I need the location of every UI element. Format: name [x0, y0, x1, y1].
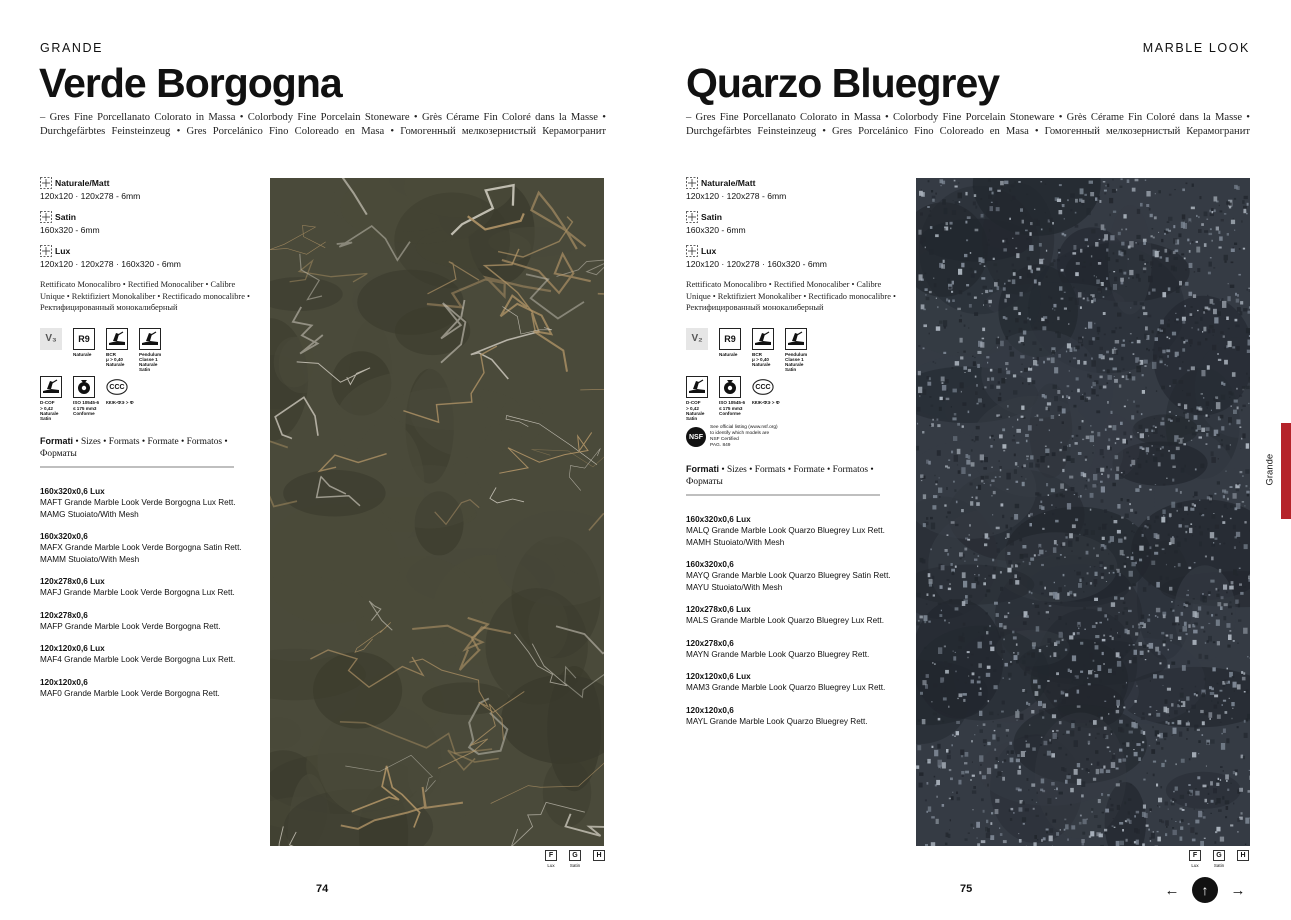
certification-icon: V₂: [686, 328, 708, 350]
finish-option: [40, 211, 255, 235]
certification-caption: ККЖ-ФЭ > Ф: [752, 400, 780, 406]
formats-heading: [40, 435, 255, 460]
product-subtitle: – Gres Fine Porcellanato Colorato in Massa • Colorbody Fine Porcelain Stoneware • Grès Cérame Fin Coloré dans la Masse • Durchgefärbtes Feinsteinzeug • Gres Porcelánico Fino Coloreado en Masa • Гомогенный мелкозернистый Керамогранит: [40, 112, 606, 137]
format-size: 120x120x0,6: [686, 705, 734, 715]
format-size: 120x278x0,6: [686, 638, 734, 648]
format-code: MAYU Stuoiato/With Mesh: [686, 582, 783, 592]
finish-badge-letter: G: [569, 850, 581, 861]
divider: [40, 466, 234, 468]
format-size: 120x278x0,6 Lux: [40, 576, 105, 586]
certification-row: [40, 376, 255, 421]
format-code: MAFT Grande Marble Look Verde Borgogna Lux Rett.: [40, 498, 236, 508]
page-number: 74: [316, 883, 329, 895]
certification-icon: [106, 328, 128, 350]
format-code: MAYN Grande Marble Look Quarzo Bluegrey Rett.: [686, 649, 870, 659]
format-item: [40, 677, 255, 700]
nsf-note: See official listing (www.nsf.org) to identify which models are NSF Certified PAG. 849: [710, 425, 778, 449]
arrow-left-icon[interactable]: ←: [1164, 881, 1180, 899]
certification-icon: [139, 328, 161, 350]
format-size: 120x120x0,6: [40, 677, 88, 687]
finish-icon: [40, 245, 52, 257]
finish-badge-letter: H: [593, 850, 605, 861]
slip-rating-certification: [719, 328, 743, 373]
left-page: [0, 0, 645, 920]
finish-badge: [593, 850, 605, 868]
format-item: [40, 486, 255, 520]
product-title: Quarzo Bluegrey: [686, 60, 1000, 106]
finish-badge: [1213, 850, 1225, 868]
nsf-certification: [686, 425, 901, 449]
finish-badge: [1237, 850, 1249, 868]
certification-icon: R9: [73, 328, 95, 350]
format-item: [686, 514, 901, 548]
format-item: [40, 610, 255, 633]
finish-badge-letter: G: [1213, 850, 1225, 861]
certification-caption: D-COF > 0,42 Naturale Satin: [40, 400, 59, 421]
format-code: MAM3 Grande Marble Look Quarzo Bluegrey Lux Rett.: [686, 683, 886, 693]
format-item: [40, 576, 255, 599]
format-code: MAFX Grande Marble Look Verde Borgogna Satin Rett.: [40, 543, 242, 553]
finish-badge-label: Lux: [547, 863, 555, 868]
slip-resistance-certification: [686, 376, 710, 421]
divider: [686, 494, 880, 496]
finish-sizes: 120x120 · 120x278 · 160x320 - 6mm: [686, 259, 827, 269]
finish-badge-letter: H: [1237, 850, 1249, 861]
format-size: 160x320x0,6 Lux: [686, 515, 751, 525]
format-code: MAFP Grande Marble Look Verde Borgogna Rett.: [40, 621, 221, 631]
format-size: 160x320x0,6 Lux: [40, 487, 105, 497]
ccc-certification: [106, 376, 134, 421]
format-size: 120x278x0,6: [40, 610, 88, 620]
product-title: Verde Borgogna: [39, 60, 342, 106]
certification-caption: ISO 10545-6 ≤ 175 mm3 Conforme: [719, 400, 746, 416]
finish-name: Satin: [55, 212, 77, 222]
finish-badge: [1189, 850, 1201, 868]
finish-icon: [686, 177, 698, 189]
finish-name: Satin: [701, 212, 723, 222]
finish-option: [40, 177, 255, 201]
finish-name: Lux: [55, 246, 71, 256]
certification-caption: BCR μ > 0,40 Naturale: [752, 351, 771, 367]
format-code: MAYL Grande Marble Look Quarzo Bluegrey Rett.: [686, 716, 868, 726]
format-item: [686, 559, 901, 593]
certification-icon: [752, 376, 774, 398]
slip-resistance-certification: [752, 328, 776, 373]
certification-icon: [752, 328, 774, 350]
certification-icon: [719, 376, 741, 398]
finish-icon: [40, 177, 52, 189]
abrasion-certification: [719, 376, 746, 421]
slip-rating-certification: [73, 328, 97, 373]
section-label: MARBLE LOOK: [1142, 41, 1250, 55]
finish-badge-letter: F: [1189, 850, 1201, 861]
finish-header: [40, 177, 255, 189]
ccc-mark: CCC: [755, 383, 771, 391]
format-size: 120x120x0,6 Lux: [40, 644, 105, 654]
certification-caption: ISO 10545-6 ≤ 175 mm3 Conforme: [73, 400, 100, 416]
finish-icon: [686, 245, 698, 257]
formats-title: Formati: [40, 436, 74, 447]
certification-icon: [785, 328, 807, 350]
formats-translations: • Sizes • Formats • Formate • Formatos • Форматы: [40, 437, 228, 460]
certification-row: [686, 328, 901, 373]
certification-icon: R9: [719, 328, 741, 350]
finish-badges: [1189, 850, 1249, 868]
slip-resistance-certification: [139, 328, 163, 373]
format-item: [40, 531, 255, 565]
formats-heading: [686, 463, 901, 488]
certification-icon: [686, 376, 708, 398]
product-slab-image: [270, 178, 604, 846]
certification-caption: Naturale: [73, 351, 92, 357]
finish-option: [686, 245, 901, 269]
certification-icon: [106, 376, 128, 398]
arrow-right-icon[interactable]: →: [1230, 881, 1246, 899]
finish-sizes: 120x120 · 120x278 - 6mm: [686, 191, 787, 201]
slip-resistance-certification: [40, 376, 64, 421]
certification-caption: Pendulum Classe 1 Naturale Satin: [139, 351, 162, 373]
right-page: [645, 0, 1291, 920]
finish-sizes: 160x320 - 6mm: [40, 225, 100, 235]
spec-column: [40, 177, 255, 710]
finish-badge: [569, 850, 581, 868]
format-code: MAYQ Grande Marble Look Quarzo Bluegrey Satin Rett.: [686, 571, 891, 581]
format-size: 160x320x0,6: [40, 532, 88, 542]
shade-variation-certification: [40, 328, 64, 373]
finish-badge-label: Lux: [1191, 863, 1199, 868]
finish-option: [686, 211, 901, 235]
format-item: [686, 671, 901, 694]
format-code: MAMG Stuoiato/With Mesh: [40, 509, 139, 519]
section-side-tab[interactable]: [1281, 423, 1291, 519]
certification-row: [686, 376, 901, 421]
slip-resistance-certification: [106, 328, 130, 373]
certification-caption: Naturale: [719, 351, 738, 357]
format-size: 120x278x0,6 Lux: [686, 604, 751, 614]
certification-caption: ККЖ-ФЭ > Ф: [106, 400, 134, 406]
certification-icon: V₃: [40, 328, 62, 350]
format-size: 160x320x0,6: [686, 560, 734, 570]
finish-badges: [545, 850, 605, 868]
product-slab-image: [916, 178, 1250, 846]
ccc-certification: [752, 376, 780, 421]
certification-caption: Pendulum Classe 1 Naturale Satin: [785, 351, 808, 373]
finish-header: [686, 211, 901, 223]
format-code: MALS Grande Marble Look Quarzo Bluegrey Lux Rett.: [686, 616, 884, 626]
rectified-note: Rettificato Monocalibro • Rectified Monocaliber • Calibre Unique • Rektifiziert Monokaliber • Rectificado monocalibre • Ректифицированный монокалиберный: [40, 280, 250, 312]
finish-icon: [40, 211, 52, 223]
format-item: [686, 705, 901, 728]
finish-header: [40, 245, 255, 257]
certification-caption: D-COF > 0,42 Naturale Satin: [686, 400, 705, 421]
format-code: MALQ Grande Marble Look Quarzo Bluegrey Lux Rett.: [686, 526, 885, 536]
finish-header: [686, 177, 901, 189]
format-code: MAFJ Grande Marble Look Verde Borgogna Lux Rett.: [40, 588, 235, 598]
finish-name: Naturale/Matt: [701, 178, 756, 188]
ccc-mark: CCC: [109, 383, 125, 391]
page-navigation: [1161, 877, 1249, 903]
abrasion-certification: [73, 376, 100, 421]
finish-header: [40, 211, 255, 223]
format-code: MAMM Stuoiato/With Mesh: [40, 554, 140, 564]
page-number: 75: [960, 883, 973, 895]
certification-row: [40, 328, 255, 373]
format-item: [40, 643, 255, 666]
spec-column: [686, 177, 901, 738]
format-code: MAMH Stuoiato/With Mesh: [686, 537, 785, 547]
finish-name: Naturale/Matt: [55, 178, 110, 188]
finish-option: [686, 177, 901, 201]
arrow-up-icon[interactable]: ↑: [1192, 877, 1218, 903]
format-size: 120x120x0,6 Lux: [686, 672, 751, 682]
rectified-note: Rettificato Monocalibro • Rectified Monocaliber • Calibre Unique • Rektifiziert Monokaliber • Rectificado monocalibre • Ректифицированный монокалиберный: [686, 280, 896, 312]
format-code: MAF4 Grande Marble Look Verde Borgogna Lux Rett.: [40, 655, 236, 665]
nsf-logo: NSF: [686, 427, 706, 447]
finish-name: Lux: [701, 246, 717, 256]
finish-badge-letter: F: [545, 850, 557, 861]
format-item: [686, 604, 901, 627]
finish-icon: [686, 211, 698, 223]
section-label: GRANDE: [40, 41, 104, 55]
shade-variation-certification: [686, 328, 710, 373]
certification-icon: [73, 376, 95, 398]
formats-translations: • Sizes • Formats • Formate • Formatos • Форматы: [686, 465, 874, 488]
finish-sizes: 120x120 · 120x278 - 6mm: [40, 191, 141, 201]
format-item: [686, 638, 901, 661]
certification-icon: [40, 376, 62, 398]
certification-caption: BCR μ > 0,40 Naturale: [106, 351, 125, 367]
finish-header: [686, 245, 901, 257]
section-side-label: Grande: [1264, 453, 1276, 486]
finish-badge-label: Satin: [1213, 863, 1225, 868]
formats-title: Formati: [686, 464, 720, 475]
finish-sizes: 120x120 · 120x278 · 160x320 - 6mm: [40, 259, 181, 269]
format-code: MAF0 Grande Marble Look Verde Borgogna Rett.: [40, 688, 220, 698]
finish-badge: [545, 850, 557, 868]
finish-badge-label: Satin: [569, 863, 581, 868]
slip-resistance-certification: [785, 328, 809, 373]
finish-option: [40, 245, 255, 269]
product-subtitle: – Gres Fine Porcellanato Colorato in Massa • Colorbody Fine Porcelain Stoneware • Grès Cérame Fin Coloré dans la Masse • Durchgefärbtes Feinsteinzeug • Gres Porcelánico Fino Coloreado en Masa • Гомогенный мелкозернистый Керамогранит: [686, 112, 1250, 137]
finish-sizes: 160x320 - 6mm: [686, 225, 746, 235]
